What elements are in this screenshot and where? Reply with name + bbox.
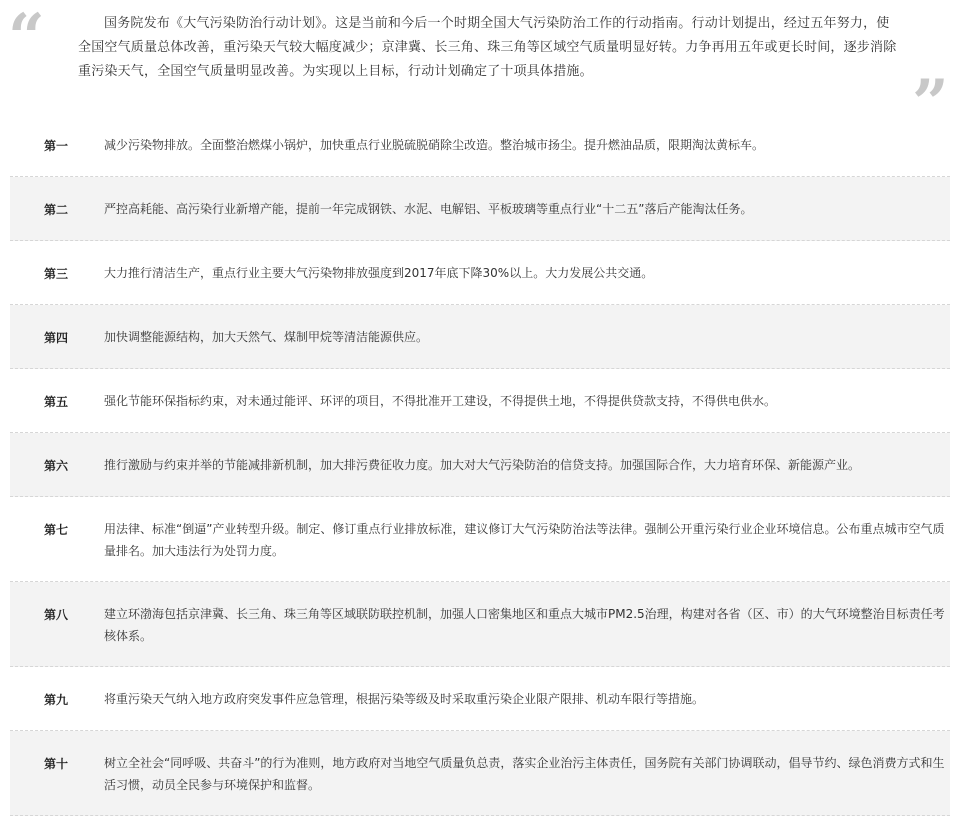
close-quote-icon: ” <box>912 66 949 141</box>
measure-row <box>10 369 950 433</box>
measure-text: 推行激励与约束并举的节能减排新机制，加大排污费征收力度。加大对大气污染防治的信贷支持。加强国际合作，大力培育环保、新能源产业。 <box>104 458 861 472</box>
measure-row <box>10 177 950 241</box>
measure-number: 第一 <box>44 139 69 153</box>
measure-text: 大力推行清洁生产，重点行业主要大气污染物排放强度到2017年底下降30%以上。大力发展公共交通。 <box>104 266 654 280</box>
measure-text: 加快调整能源结构，加大天然气、煤制甲烷等清洁能源供应。 <box>104 330 429 344</box>
measures-list <box>10 113 950 816</box>
measure-row <box>10 113 950 177</box>
measure-row <box>10 497 950 582</box>
measure-row <box>10 241 950 305</box>
measure-number: 第八 <box>44 608 69 622</box>
measure-row <box>10 305 950 369</box>
measure-number: 第九 <box>44 693 69 707</box>
measure-row <box>10 731 950 816</box>
measure-number: 第六 <box>44 459 69 473</box>
intro-paragraph: 国务院发布《大气污染防治行动计划》。这是当前和今后一个时期全国大气污染防治工作的行动指南。行动计划提出，经过五年努力，使全国空气质量总体改善，重污染天气较大幅度减少；京津冀、长三角、珠三角等区域空气质量明显好转。力争再用五年或更长时间，逐步消除重污染天气，全国空气质量明显改善。为实现以上目标，行动计划确定了十项具体措施。 <box>78 16 897 79</box>
measure-text: 建立环渤海包括京津冀、长三角、珠三角等区域联防联控机制，加强人口密集地区和重点大城市PM2.5治理，构建对各省（区、市）的大气环境整治目标责任考核体系。 <box>104 607 945 643</box>
measure-text: 强化节能环保指标约束，对未通过能评、环评的项目，不得批准开工建设，不得提供土地，不得提供贷款支持，不得供电供水。 <box>104 394 777 408</box>
measure-text: 树立全社会“同呼吸、共奋斗”的行为准则，地方政府对当地空气质量负总责，落实企业治污主体责任，国务院有关部门协调联动，倡导节约、绿色消费方式和生活习惯，动员全民参与环境保护和监督。 <box>104 756 945 792</box>
measure-row <box>10 433 950 497</box>
measure-text: 将重污染天气纳入地方政府突发事件应急管理，根据污染等级及时采取重污染企业限产限排、机动车限行等措施。 <box>104 692 705 706</box>
measure-number: 第五 <box>44 395 69 409</box>
measure-number: 第二 <box>44 203 69 217</box>
measure-number: 第十 <box>44 757 69 771</box>
measure-number: 第七 <box>44 523 69 537</box>
measure-row <box>10 582 950 667</box>
measure-text: 用法律、标准“倒逼”产业转型升级。制定、修订重点行业排放标准，建议修订大气污染防治法等法律。强制公开重污染行业企业环境信息。公布重点城市空气质量排名。加大违法行为处罚力度。 <box>104 522 945 558</box>
measure-row <box>10 667 950 731</box>
measure-text: 严控高耗能、高污染行业新增产能，提前一年完成钢铁、水泥、电解铝、平板玻璃等重点行业“十二五”落后产能淘汰任务。 <box>104 202 753 216</box>
measure-number: 第三 <box>44 267 69 281</box>
open-quote-icon: “ <box>8 0 45 75</box>
intro-quote-block <box>0 0 960 141</box>
measure-text: 减少污染物排放。全面整治燃煤小锅炉，加快重点行业脱硫脱硝除尘改造。整治城市扬尘。提升燃油品质，限期淘汰黄标车。 <box>104 138 765 152</box>
measure-number: 第四 <box>44 331 69 345</box>
